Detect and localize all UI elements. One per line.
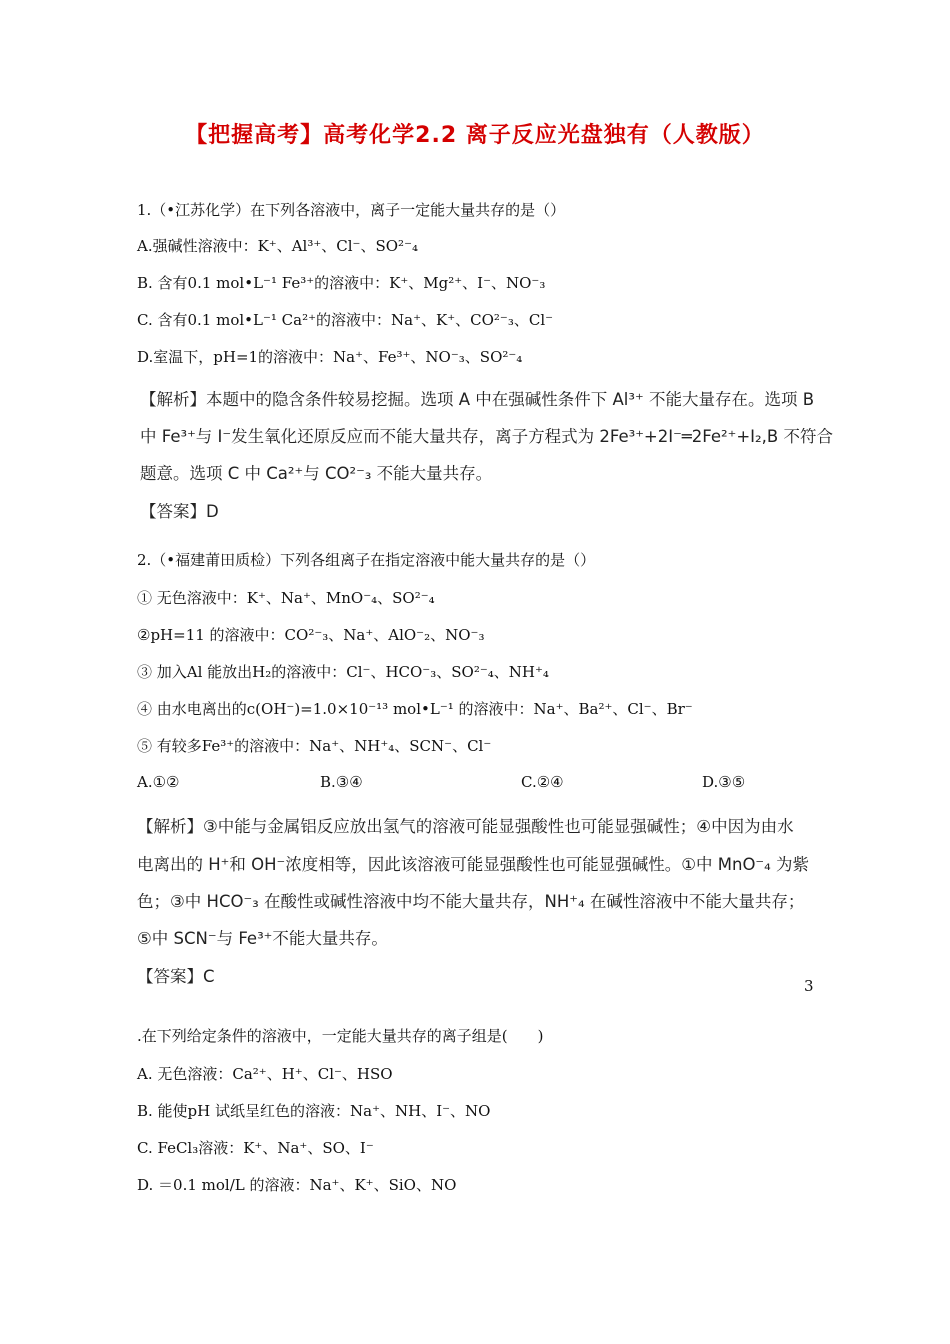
q2-item-3: ③ 加入Al 能放出H₂的溶液中：Cl⁻、HCO⁻₃、SO²⁻₄、NH⁺₄: [137, 663, 549, 681]
q1-analysis-line-1: 【解析】本题中的隐含条件较易挖掘。选项 A 中在强碱性条件下 Al³⁺ 不能大量存在。选项 B: [140, 390, 815, 409]
q1-answer: 【答案】D: [140, 502, 219, 521]
q1-analysis-line-3: 题意。选项 C 中 Ca²⁺与 CO²⁻₃ 不能大量共存。: [140, 464, 493, 483]
q3-stem: .在下列给定条件的溶液中，一定能大量共存的离子组是( ): [137, 1027, 544, 1045]
q2-analysis-line-3: 色；③中 HCO⁻₃ 在酸性或碱性溶液中均不能大量共存，NH⁺₄ 在碱性溶液中不能大量共存；: [137, 892, 805, 911]
q2-analysis-line-4: ⑤中 SCN⁻与 Fe³⁺不能大量共存。: [137, 929, 388, 948]
q2-item-1: ① 无色溶液中：K⁺、Na⁺、MnO⁻₄、SO²⁻₄: [137, 589, 435, 607]
q2-option-c: C.②④: [521, 773, 564, 791]
page-title: 【把握高考】高考化学2.2 离子反应光盘独有（人教版）: [185, 123, 765, 148]
q3-option-c: C. FeCl₃溶液：K⁺、Na⁺、SO、I⁻: [137, 1139, 374, 1157]
q2-analysis-line-1: 【解析】③中能与金属铝反应放出氢气的溶液可能显强酸性也可能显强碱性；④中因为由水: [137, 817, 794, 836]
q2-item-4: ④ 由水电离出的c(OH⁻)=1.0×10⁻¹³ mol•L⁻¹ 的溶液中：Na⁺、Ba²⁺、Cl⁻、Br⁻: [137, 700, 693, 718]
q3-option-b: B. 能使pH 试纸呈红色的溶液：Na⁺、NH、I⁻、NO: [137, 1102, 491, 1120]
q2-analysis-line-2: 电离出的 H⁺和 OH⁻浓度相等，因此该溶液可能显强酸性也可能显强碱性。①中 MnO⁻₄ 为紫: [137, 855, 809, 874]
q3-option-d: D. ＝0.1 mol/L 的溶液：Na⁺、K⁺、SiO、NO: [137, 1176, 457, 1194]
q2-answer: 【答案】C: [137, 967, 215, 986]
q1-option-a: A.强碱性溶液中：K⁺、Al³⁺、Cl⁻、SO²⁻₄: [137, 237, 418, 255]
q1-option-c: C. 含有0.1 mol•L⁻¹ Ca²⁺的溶液中：Na⁺、K⁺、CO²⁻₃、Cl⁻: [137, 311, 554, 329]
q2-stem: 2.（•福建莆田质检）下列各组离子在指定溶液中能大量共存的是（）: [137, 551, 596, 569]
q1-option-b: B. 含有0.1 mol•L⁻¹ Fe³⁺的溶液中：K⁺、Mg²⁺、I⁻、NO⁻₃: [137, 274, 546, 292]
q1-option-d: D.室温下，pH=1的溶液中：Na⁺、Fe³⁺、NO⁻₃、SO²⁻₄: [137, 348, 523, 366]
q2-option-b: B.③④: [320, 773, 363, 791]
q2-item-2: ②pH=11 的溶液中：CO²⁻₃、Na⁺、AlO⁻₂、NO⁻₃: [137, 626, 485, 644]
q2-option-d: D.③⑤: [702, 773, 746, 791]
q1-analysis-line-2: 中 Fe³⁺与 I⁻发生氧化还原反应而不能大量共存，离子方程式为 2Fe³⁺+2I⁻═2Fe²⁺+I₂,B 不符合: [140, 427, 833, 446]
q2-option-a: A.①②: [137, 773, 180, 791]
page-number: 3: [804, 977, 814, 995]
q1-stem: 1.（•江苏化学）在下列各溶液中，离子一定能大量共存的是（）: [137, 201, 566, 219]
q3-option-a: A. 无色溶液：Ca²⁺、H⁺、Cl⁻、HSO: [137, 1065, 393, 1083]
q2-item-5: ⑤ 有较多Fe³⁺的溶液中：Na⁺、NH⁺₄、SCN⁻、Cl⁻: [137, 737, 492, 755]
